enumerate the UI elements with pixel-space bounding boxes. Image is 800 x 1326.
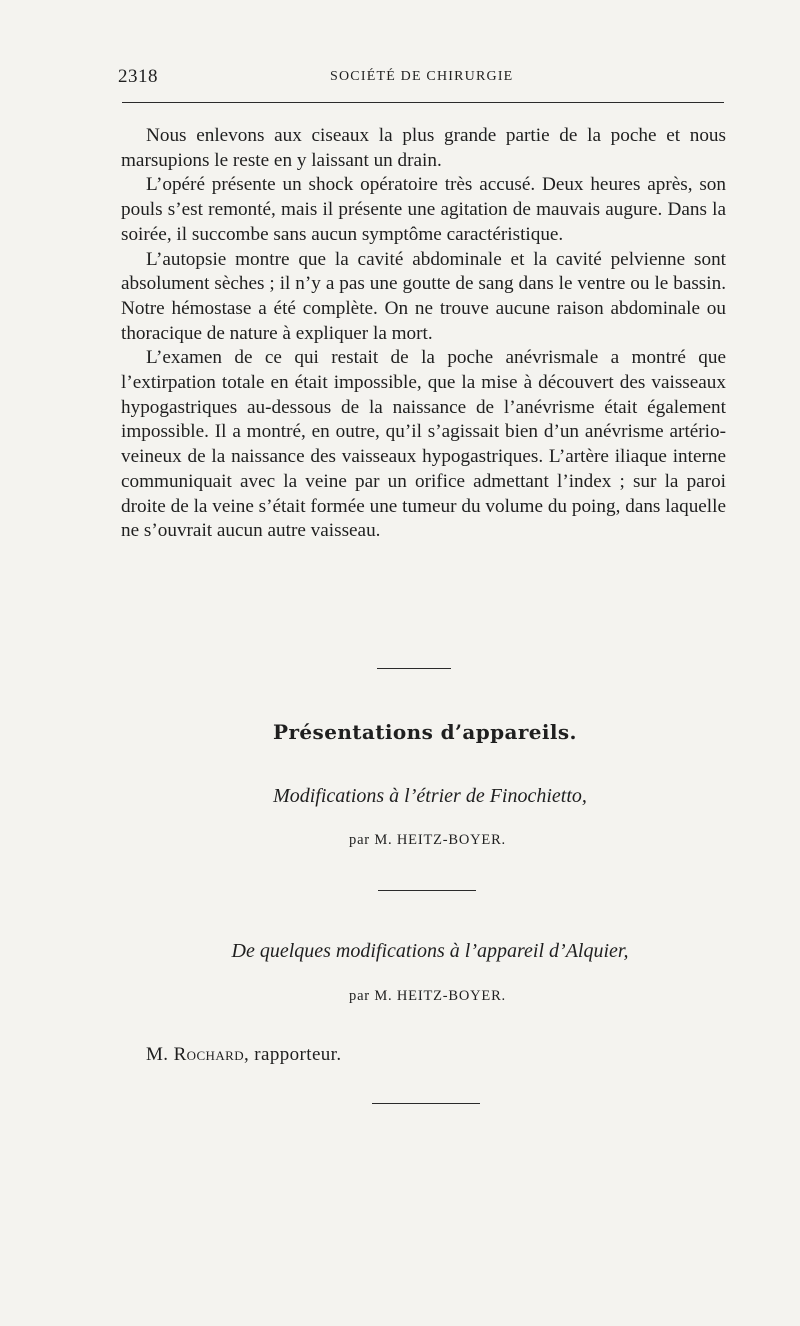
presentation-author: par M. HEITZ-BOYER. (349, 988, 506, 1004)
body-text (121, 124, 726, 544)
page-number: 2318 (118, 66, 158, 87)
paragraph: L’examen de ce qui restait de la poche anévrismale a montré que l’extirpation totale en était impossible, que la mise à découvert des vaisseaux hypogastriques au-dessous de la naissance de l’anévrisme était également impossible. Il a montré, en outre, qu’il s’agissait bien d’un anévrisme artério-veineux de la naissance des vaisseaux hypogastriques. L’artère iliaque interne communiquait avec la veine par un orifice admettant l’index ; sur la paroi droite de la veine s’était formée une tumeur du volume du poing, dans laquelle ne s’ouvrait aucun autre vaisseau. (121, 347, 726, 542)
presentation-author: par M. HEITZ-BOYER. (349, 832, 506, 848)
presentation-title: De quelques modifications à l’appareil d’Alquier, (231, 940, 629, 962)
paragraph: L’opéré présente un shock opératoire très accusé. Deux heures après, son pouls s’est remonté, mais il présente une agitation de mauvais augure. Dans la soirée, il succombe sans aucun symptôme caractéristique. (121, 174, 726, 245)
presentation-title: Modifications à l’étrier de Finochietto, (273, 785, 587, 807)
separator-rule (377, 668, 451, 669)
rapporteur-prefix: M. (146, 1044, 174, 1065)
paragraph: Nous enlevons aux ciseaux la plus grande partie de la poche et nous marsupions le reste en y laissant un drain. (121, 125, 726, 171)
rapporteur-suffix: , rapporteur. (243, 1044, 342, 1065)
running-head: SOCIÉTÉ DE CHIRURGIE (330, 69, 514, 84)
paragraph: L’autopsie montre que la cavité abdominale et la cavité pelvienne sont absolument sèches ; il n’y a pas une goutte de sang dans le ventre ou le bassin. Notre hémostase a été complète. On ne trouve aucune raison abdominale ou thoracique de nature à expliquer la mort. (121, 248, 726, 344)
header-rule (122, 102, 724, 103)
page-header (118, 66, 728, 90)
rapporteur-line (146, 1044, 342, 1066)
section-title: Présentations d’appareils. (273, 720, 577, 744)
separator-rule (378, 890, 476, 891)
separator-rule (372, 1103, 480, 1104)
rapporteur-name: Rochard (173, 1044, 244, 1065)
